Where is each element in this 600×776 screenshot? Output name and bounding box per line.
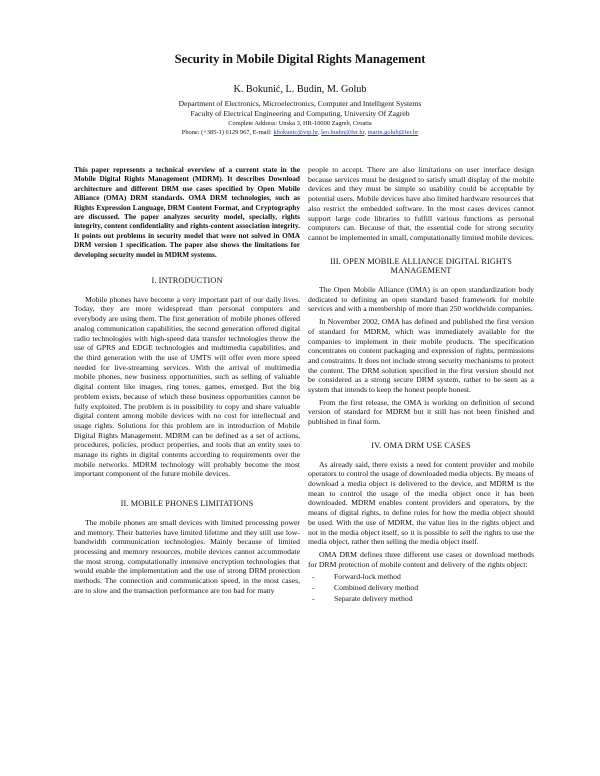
right-column xyxy=(308,165,534,604)
list-marker: - xyxy=(312,583,315,593)
section-heading-introduction: I. INTRODUCTION xyxy=(151,276,223,286)
affiliation-faculty: Faculty of Electrical Engineering and Computing, University Of Zagreb xyxy=(190,109,410,118)
list-marker: - xyxy=(312,572,315,582)
section-heading-use-cases: IV. OMA DRM USE CASES xyxy=(371,440,471,450)
use-cases-list xyxy=(308,571,534,604)
oma-paragraph-3: From the first release, the OMA is working on definition of second version of standard for MDRM but it still has not been finished and published in final form. xyxy=(308,397,534,427)
contact-line xyxy=(0,128,600,138)
email-separator: , xyxy=(317,129,322,136)
use-cases-paragraph-2: OMA DRM defines three different use cases or download methods for DRM protection of mobile content and delivery of the rights object: xyxy=(308,549,534,569)
paper-authors: K. Bokunić, L. Budin, M. Golub xyxy=(233,84,367,95)
oma-paragraph-1: The Open Mobile Alliance (OMA) is an open standardization body dedicated to defining an open standard based framework for mobile services and with a membership of more than 250 worldwide companies. xyxy=(308,285,534,314)
email-separator: , xyxy=(364,129,368,136)
phone-text: Phone: (+385-1) 6129 967, E-mail: xyxy=(181,129,274,136)
list-marker: - xyxy=(312,594,315,604)
list-item-text: Combined delivery method xyxy=(334,583,419,593)
section-heading-limitations: II. MOBILE PHONES LIMITATIONS xyxy=(120,499,254,509)
section-heading-oma-drm: III. OPEN MOBILE ALLIANCE DIGITAL RIGHTS MANAGEMENT xyxy=(330,256,512,276)
introduction-paragraph: Mobile phones have become a very important part of our daily lives. Today, they are more widespread than personal computers and everybody are using them. The first generation of mobile phones offered analog communication capabilities, the second generation offered digital radio technologies with high-speed data transfer technologies throw the use of GPRS and EDGE technologies and multimedia capabilities, and the third generation with the use of UMTS will offer even more speed needed for live-streaming services. With the arrival of multimedia mobile phones, new business opportunities, such as selling of valuable digital content like images, ring tones, games, emerged. But the big problem exists, because of which these business opportunities cannot be fully exploited. The problem is in possibility to copy and share valuable digital content among mobile devices with no cost for intellectual and usage rights. Solutions for this problem are in introduction of Mobile Digital Rights Management. MDRM can be defined as a set of actions, procedures, policies, product properties, and tools that an entity uses to manage its rights in digital contents according to requirements over the mobile networks. MDRM technology will probably become the most important component of the future mobile devices. xyxy=(74,294,300,479)
list-item-text: Separate delivery method xyxy=(334,594,413,604)
paper-title: Security in Mobile Digital Rights Management xyxy=(174,52,426,66)
limitations-paragraph-continued: people to accept. There are also limitations on user interface design because services must be designed to satisfy small display of the mobile devices and they must be simple so usability could be acceptable by potential users. Mobile devices have also limited hardware resources that also restrict the embedded software. In the most cases devices cannot support large code libraries to fulfill various functions as personal computers can. Because of that, the essential code for strong security cannot be implemented in small, computationally limited mobile devices. xyxy=(308,165,534,242)
affiliation-department: Department of Electronics, Microelectronics, Computer and Intelligent Systems xyxy=(178,99,422,108)
limitations-paragraph: The mobile phones are small devices with limited processing power and memory. Their batteries have limited lifetime and they still use low-bandwidth communication technologies. Mainly because of limited processing and memory resources, mobile devices cannot accommodate the most strong, computationally intensive encryption technologies that would enable the implementation and the use of strong DRM protection methods. The connection and communication speed, in the most cases, are to slow and the transaction performance are too bad for many xyxy=(74,517,300,595)
list-item-text: Forward-lock method xyxy=(334,572,401,582)
email-link-budin[interactable]: leo.budin@fer.hr xyxy=(321,129,365,136)
list-item xyxy=(308,571,534,582)
email-link-golub[interactable]: marin.golub@fer.hr xyxy=(367,129,419,136)
left-column xyxy=(74,165,300,595)
affiliation-address: Complete Address: Unska 3, HR-10000 Zagreb, Croatia xyxy=(228,120,372,127)
oma-paragraph-2: In November 2002, OMA has defined and published the first version of standard for MDRM, which was immediately available for the companies to implement in their mobile products. The specification concentrates on content packaging and expression of rights, permissions and constraints. It does not include strong security mechanisms to protect the content. The DRM solution specified in the first version should not be considered as a strong secure DRM system, rather to be seen as a system that intends to keep the honest people honest. xyxy=(308,317,534,395)
list-item xyxy=(308,593,534,604)
list-item xyxy=(308,582,534,593)
use-cases-paragraph-1: As already said, there exists a need for content provider and mobile operators to control the usage of downloaded media objects. By means of download a media object is delivered to the device, and MDRM is the mean to control the usage of the media object once it has been downloaded. MDRM enables content providers and operators, by the means of digital rights, to define rules for how the media object should be used. With the use of MDRM, the value lies in the rights object and not in the media object itself, so it is possible to sell the rights to use the media object, rather then selling the media object itself. xyxy=(308,459,534,547)
email-link-bokunic[interactable]: kbokunic@vip.hr xyxy=(273,129,318,136)
abstract: This paper represents a technical overview of a current state in the Mobile Digital Rights Management (MDRM). It describes Download architecture and different DRM use cases specified by Open Mobile Alliance (OMA) DRM standards. OMA DRM technologies, such as Rights Expression Language, DRM Content Format, and Cryptography are discussed. The paper analyzes security model, specially, rights integrity, content confidentiality and rights-content association integrity. It points out problems in security model that were not solved in OMA DRM version 1 specification. The paper also shows the limitations for developing security model in MDRM systems. xyxy=(74,165,300,259)
